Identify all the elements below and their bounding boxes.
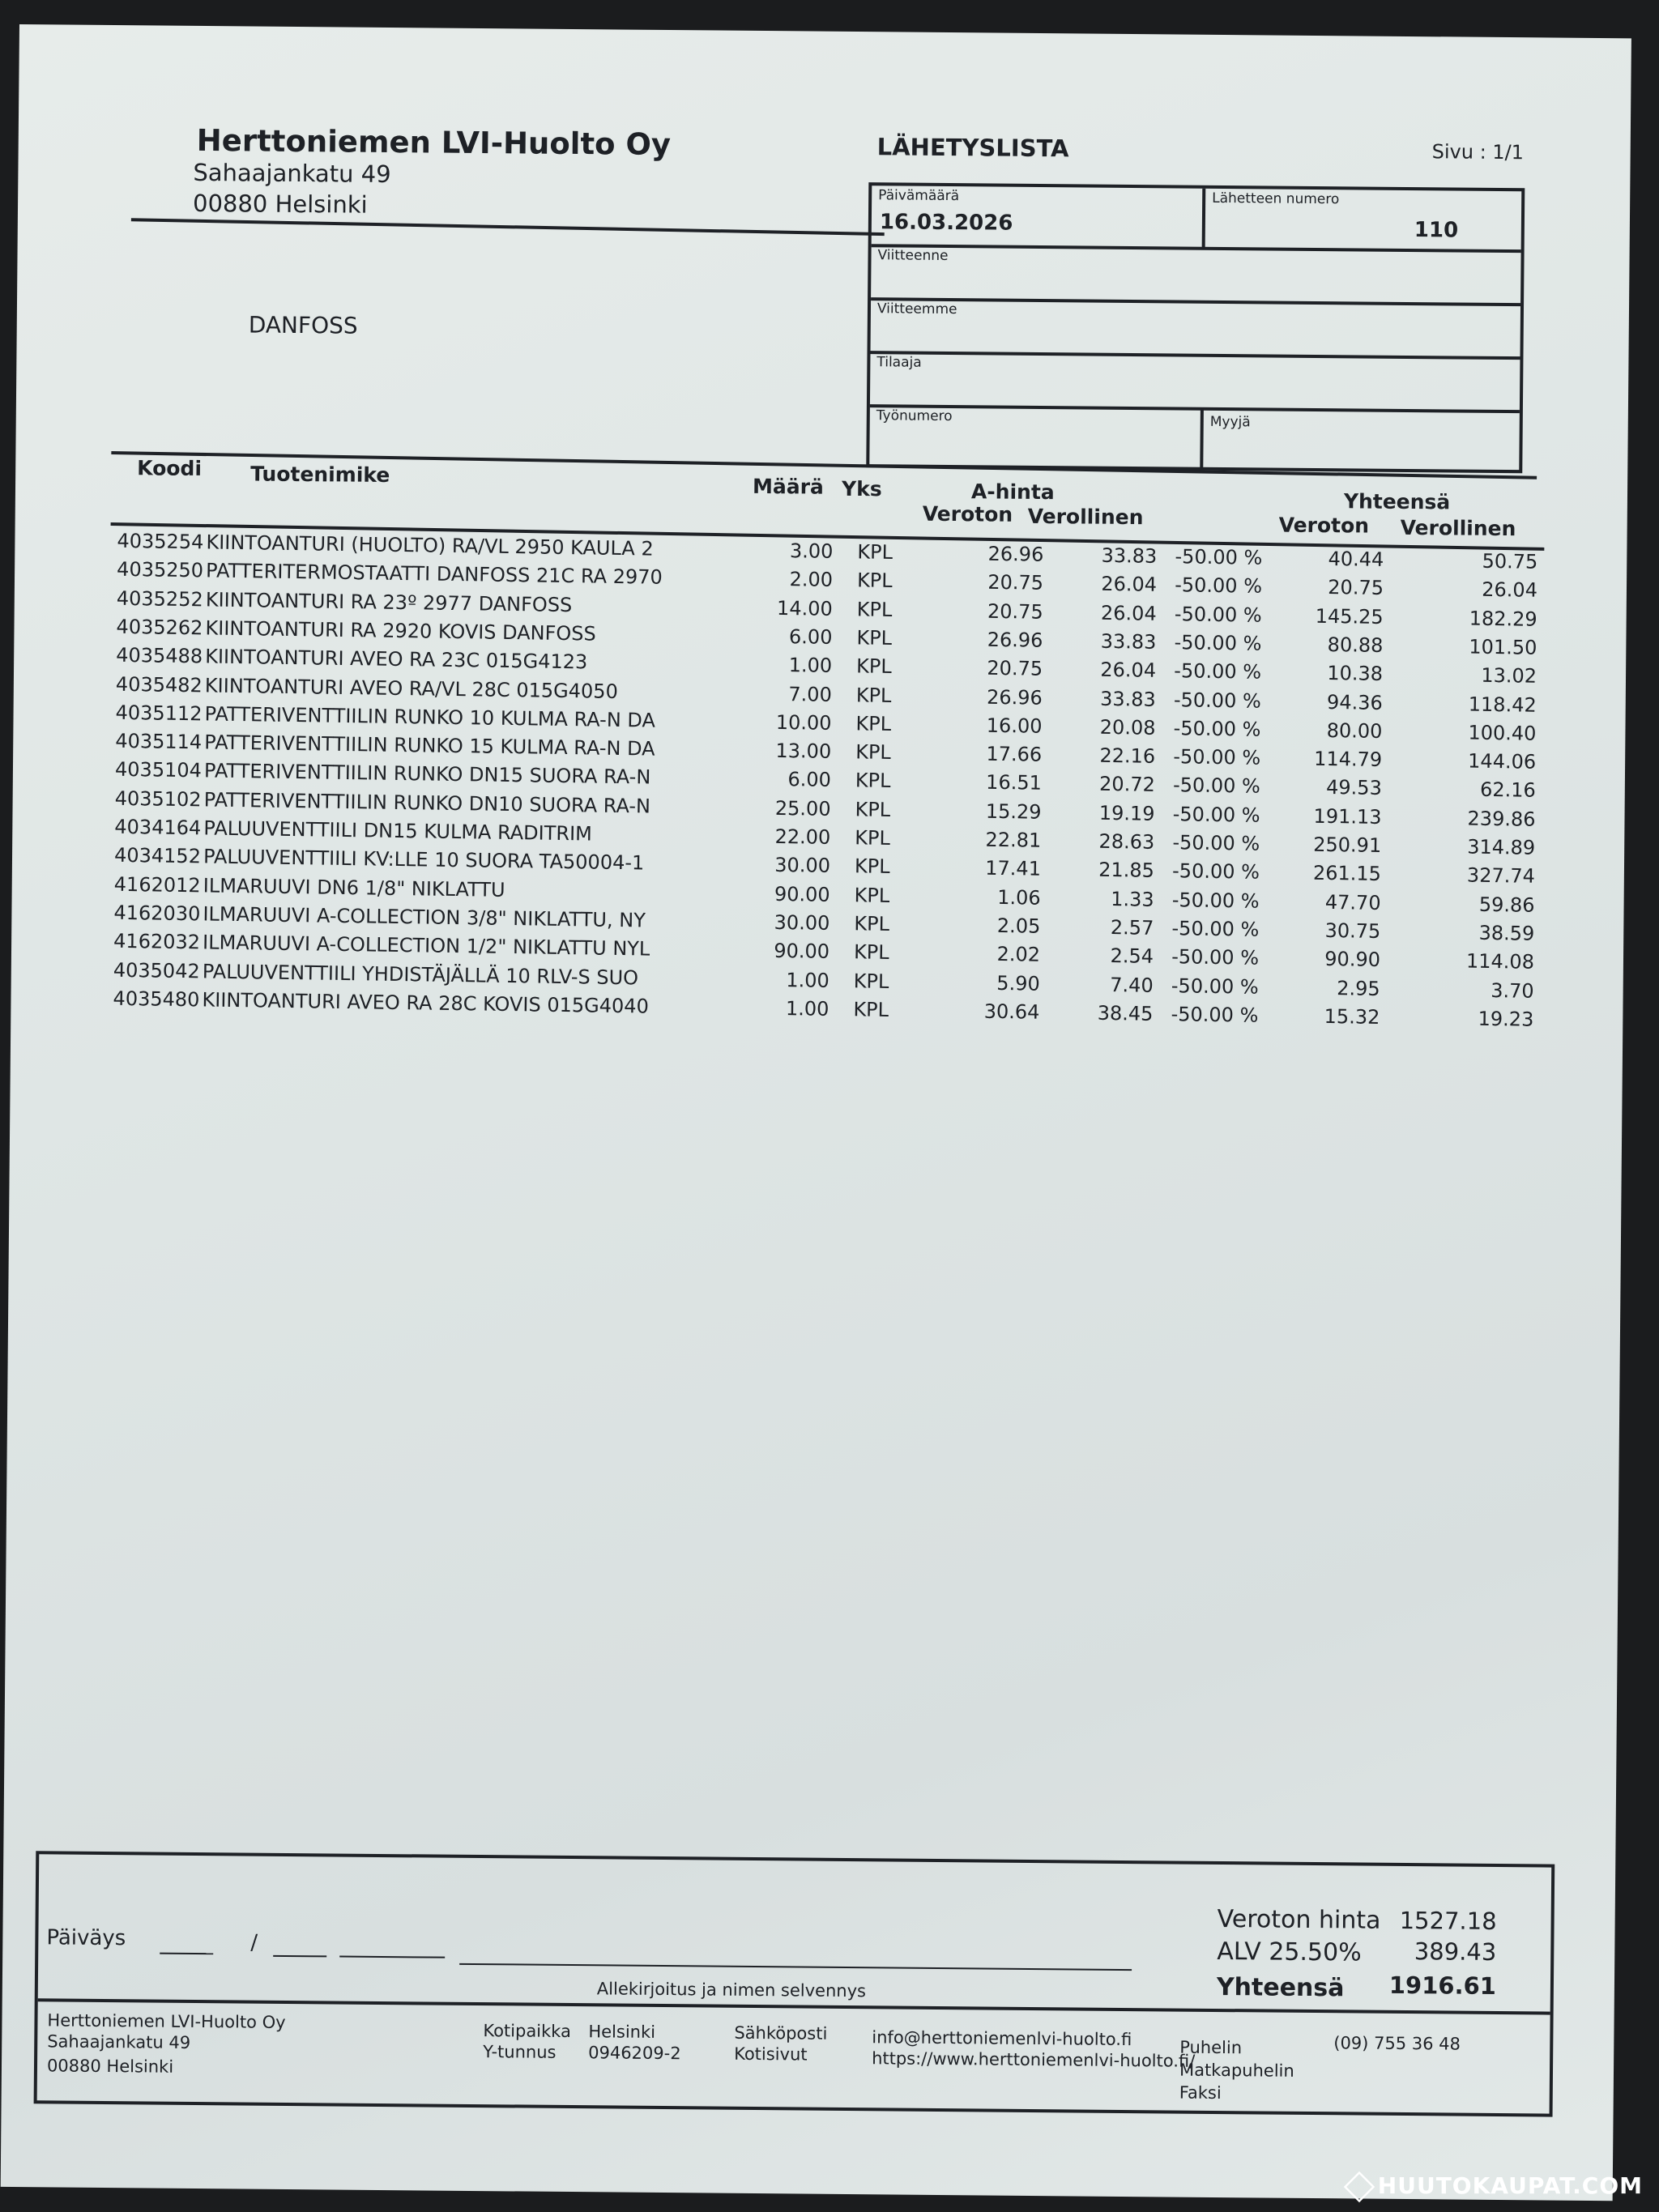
- cell-total-ex: 15.32: [1324, 1004, 1380, 1029]
- cell-qty: 1.00: [788, 654, 833, 678]
- phone-label: Puhelin: [1179, 2037, 1243, 2058]
- cell-unit: KPL: [856, 597, 893, 621]
- cell-total-in: 50.75: [1482, 549, 1538, 573]
- cell-price-ex: 16.00: [986, 714, 1043, 738]
- orderer-label: Tilaaja: [876, 354, 922, 371]
- grand-total-value: 1916.61: [1388, 1971, 1497, 2000]
- cell-price-ex: 20.75: [987, 656, 1043, 680]
- cell-price-in: 2.54: [1110, 944, 1154, 968]
- cell-discount: -50.00 %: [1174, 631, 1262, 655]
- cell-name: PATTERITERMOSTAATTI DANFOSS 21C RA 2970: [205, 559, 663, 590]
- cell-unit: KPL: [855, 654, 892, 679]
- company-address: [193, 157, 391, 220]
- cell-price-ex: 26.96: [987, 628, 1043, 652]
- cell-total-in: 114.08: [1465, 949, 1535, 974]
- cell-discount: -50.00 %: [1173, 716, 1261, 741]
- vat-label: ALV 25.50%: [1217, 1937, 1362, 1967]
- grand-total-label: Yhteensä: [1216, 1972, 1345, 2003]
- cell-total-ex: 261.15: [1312, 862, 1382, 886]
- cell-price-in: 22.16: [1099, 744, 1156, 768]
- cell-total-in: 314.89: [1467, 835, 1536, 859]
- cell-price-ex: 17.66: [986, 742, 1043, 766]
- cell-total-ex: 250.91: [1313, 833, 1382, 857]
- footer-phone-labels: [1179, 2036, 1294, 2105]
- cell-price-ex: 1.06: [997, 885, 1041, 910]
- col-header-total-in: Verollinen: [1400, 515, 1516, 541]
- watermark-text: HUUTOKAUPAT.COM: [1377, 2172, 1643, 2199]
- cell-qty: 25.00: [774, 796, 831, 820]
- cell-price-in: 20.08: [1099, 715, 1156, 739]
- cell-price-in: 38.45: [1097, 1001, 1154, 1025]
- cell-total-ex: 30.75: [1324, 918, 1381, 943]
- cell-name: KIINTOANTURI AVEO RA/VL 28C 015G4050: [204, 673, 619, 703]
- cell-code: 4035102: [114, 786, 202, 812]
- cell-price-in: 19.19: [1098, 801, 1155, 825]
- website-label: Kotisivut: [734, 2044, 808, 2065]
- cell-name: PALUUVENTTIILI DN15 KULMA RADITRIM: [203, 816, 593, 846]
- cell-price-in: 26.04: [1101, 573, 1158, 597]
- cell-price-in: 33.83: [1100, 629, 1157, 654]
- cell-total-in: 62.16: [1479, 778, 1537, 803]
- cell-discount: -50.00 %: [1171, 945, 1260, 970]
- cell-price-in: 21.85: [1098, 859, 1155, 883]
- cell-name: KIINTOANTURI (HUOLTO) RA/VL 2950 KAULA 2: [206, 531, 654, 560]
- cell-total-ex: 94.36: [1326, 690, 1383, 714]
- cell-price-in: 28.63: [1098, 829, 1155, 854]
- footer-company-block: [47, 2010, 286, 2078]
- cell-discount: -50.00 %: [1175, 573, 1263, 599]
- cell-unit: KPL: [856, 626, 893, 650]
- cell-total-in: 327.74: [1466, 863, 1536, 889]
- cell-qty: 30.00: [774, 910, 830, 935]
- cell-unit: KPL: [856, 569, 893, 593]
- cell-total-in: 100.40: [1468, 721, 1537, 745]
- info-box-divider: [872, 244, 1521, 253]
- vat-value: 389.43: [1414, 1937, 1497, 1967]
- footer-address-line1: Sahaajankatu 49: [47, 2031, 191, 2052]
- cell-code: 4035042: [113, 958, 200, 982]
- cell-total-in: 59.86: [1478, 893, 1535, 917]
- col-header-code: Koodi: [137, 456, 203, 480]
- email-value[interactable]: info@herttoniemenlvi-huolto.fi: [872, 2027, 1132, 2050]
- delivery-number-value: 110: [1414, 218, 1459, 243]
- cell-code: 4035252: [116, 586, 203, 611]
- footer-address-line2: 00880 Helsinki: [46, 2056, 174, 2077]
- cell-total-ex: 114.79: [1313, 747, 1383, 772]
- col-header-total-ex: Veroton: [1278, 513, 1370, 538]
- col-header-total: Yhteensä: [1343, 489, 1451, 514]
- cell-name: PATTERIVENTTIILIN RUNKO DN10 SUORA RA-N: [203, 788, 651, 818]
- company-address-line1: Sahaajankatu 49: [193, 158, 391, 189]
- cell-code: 4035262: [116, 615, 203, 640]
- phone-value: (09) 755 36 48: [1333, 2033, 1461, 2054]
- cell-code: 4035254: [117, 529, 204, 554]
- cell-discount: -50.00 %: [1171, 888, 1260, 913]
- our-reference-label: Viitteemme: [876, 300, 957, 318]
- info-box-divider: [870, 351, 1520, 360]
- cell-code: 4162030: [113, 901, 201, 926]
- date-label: Päivämäärä: [878, 187, 960, 205]
- cell-qty: 1.00: [786, 968, 830, 992]
- cell-code: 4035488: [116, 643, 203, 668]
- cell-price-ex: 26.96: [987, 542, 1044, 566]
- cell-total-ex: 2.95: [1337, 976, 1380, 1000]
- cell-total-ex: 10.38: [1327, 662, 1384, 686]
- cell-qty: 14.00: [776, 596, 833, 620]
- fax-label: Faksi: [1179, 2082, 1222, 2103]
- cell-qty: 10.00: [775, 710, 832, 735]
- cell-price-in: 33.83: [1101, 543, 1158, 568]
- cell-price-ex: 22.81: [985, 828, 1042, 852]
- company-address-line2: 00880 Helsinki: [192, 189, 368, 219]
- col-header-name: Tuotenimike: [250, 462, 390, 488]
- col-header-unit-price-ex: Veroton: [922, 501, 1013, 526]
- date-day-line: [160, 1953, 213, 1955]
- page-number: Sivu : 1/1: [1431, 140, 1525, 164]
- cell-qty: 22.00: [774, 825, 831, 849]
- cell-price-ex: 16.51: [985, 771, 1043, 795]
- cell-name: KIINTOANTURI RA 23º 2977 DANFOSS: [205, 587, 573, 616]
- cell-total-in: 144.06: [1467, 749, 1537, 774]
- cell-price-in: 7.40: [1110, 973, 1154, 997]
- document-paper: [1, 24, 1631, 2201]
- cell-total-in: 101.50: [1469, 635, 1537, 659]
- cell-unit: KPL: [853, 998, 889, 1021]
- cell-qty: 6.00: [788, 624, 833, 649]
- cell-qty: 2.00: [789, 568, 834, 592]
- cell-total-ex: 80.88: [1327, 633, 1384, 657]
- cell-name: PATTERIVENTTIILIN RUNKO 10 KULMA RA-N DA: [204, 702, 656, 732]
- cell-discount: -50.00 %: [1172, 774, 1261, 799]
- cell-qty: 3.00: [789, 539, 834, 563]
- cell-unit: KPL: [854, 912, 890, 936]
- cell-discount: -50.00 %: [1171, 917, 1260, 941]
- work-number-label: Työnumero: [876, 407, 953, 425]
- info-box-divider: [1202, 189, 1206, 249]
- net-price-value: 1527.18: [1399, 1906, 1497, 1936]
- company-name: Herttoniemen LVI-Huolto Oy: [196, 122, 672, 163]
- cell-code: 4035104: [114, 758, 203, 782]
- site-watermark: [1346, 2172, 1643, 2201]
- cell-unit: KPL: [854, 855, 890, 879]
- cell-unit: KPL: [854, 883, 890, 907]
- document-title: LÄHETYSLISTA: [876, 133, 1069, 163]
- cell-unit: KPL: [855, 712, 892, 735]
- cell-discount: -50.00 %: [1171, 1002, 1259, 1027]
- cell-discount: -50.00 %: [1173, 688, 1261, 713]
- cell-discount: -50.00 %: [1171, 859, 1260, 884]
- cell-total-ex: 20.75: [1328, 576, 1384, 600]
- cell-total-ex: 191.13: [1313, 804, 1382, 829]
- info-box-divider: [870, 404, 1520, 413]
- cell-name: KIINTOANTURI AVEO RA 28C KOVIS 015G4040: [202, 988, 650, 1018]
- signature-caption: Allekirjoitus ja nimen selvennys: [596, 1979, 867, 2001]
- cell-price-in: 33.83: [1099, 687, 1156, 711]
- cell-discount: -50.00 %: [1172, 802, 1260, 827]
- cell-total-ex: 40.44: [1328, 547, 1384, 571]
- date-separator: /: [250, 1930, 258, 1955]
- net-price-label: Veroton hinta: [1217, 1904, 1381, 1935]
- cell-unit: KPL: [855, 798, 891, 821]
- cell-code: 4034164: [114, 815, 202, 840]
- cell-price-ex: 20.75: [987, 599, 1043, 624]
- mobile-label: Matkapuhelin: [1179, 2060, 1294, 2081]
- cell-price-in: 20.72: [1098, 773, 1156, 797]
- watermark-logo-icon: [1344, 2172, 1375, 2202]
- col-header-unit-price: A-hinta: [970, 479, 1055, 505]
- cell-discount: -50.00 %: [1173, 745, 1261, 769]
- cell-qty: 7.00: [788, 682, 833, 706]
- col-header-qty: Määrä: [752, 474, 825, 499]
- cell-qty: 30.00: [774, 854, 831, 878]
- cell-total-in: 239.86: [1467, 807, 1536, 831]
- cell-code: 4035480: [113, 987, 200, 1012]
- cell-discount: -50.00 %: [1175, 545, 1263, 569]
- cell-total-in: 182.29: [1469, 607, 1537, 631]
- cell-unit: KPL: [855, 826, 891, 850]
- cell-unit: KPL: [853, 940, 889, 965]
- cell-total-in: 13.02: [1481, 663, 1537, 688]
- cell-code: 4035114: [115, 729, 203, 754]
- cell-name: ILMARUUVI DN6 1/8" NIKLATTU: [203, 873, 505, 901]
- email-label: Sähköposti: [734, 2022, 828, 2044]
- cell-price-in: 2.57: [1110, 915, 1154, 940]
- domicile-value: Helsinki: [588, 2022, 656, 2042]
- your-reference-label: Viitteenne: [877, 247, 949, 265]
- cell-unit: KPL: [853, 969, 889, 993]
- website-value[interactable]: https://www.herttoniemenlvi-huolto.fi/: [872, 2048, 1196, 2071]
- footer-contact-values: [872, 2027, 1196, 2071]
- cell-code: 4162012: [113, 872, 201, 897]
- cell-unit: KPL: [855, 683, 892, 707]
- cell-qty: 1.00: [785, 996, 830, 1021]
- business-id-value: 0946209-2: [588, 2043, 681, 2064]
- cell-total-ex: 49.53: [1325, 776, 1383, 800]
- footer-contact-labels: [734, 2022, 827, 2065]
- cell-name: ILMARUUVI A-COLLECTION 1/2" NIKLATTU NYL: [202, 931, 650, 961]
- cell-price-in: 26.04: [1100, 601, 1157, 625]
- cell-unit: KPL: [855, 769, 891, 793]
- info-box: [866, 182, 1525, 473]
- footer-company-name: Herttoniemen LVI-Huolto Oy: [47, 2010, 286, 2032]
- cell-total-ex: 80.00: [1326, 718, 1383, 743]
- cell-total-in: 19.23: [1478, 1007, 1534, 1031]
- cell-qty: 90.00: [774, 882, 830, 906]
- cell-price-ex: 5.90: [996, 971, 1040, 995]
- info-box-divider: [871, 297, 1520, 306]
- cell-unit: KPL: [855, 740, 892, 765]
- cell-code: 4162032: [113, 929, 201, 954]
- cell-total-in: 3.70: [1491, 978, 1534, 1003]
- domicile-label: Kotipaikka: [483, 2021, 572, 2042]
- cell-price-ex: 30.64: [983, 999, 1040, 1024]
- cell-discount: -50.00 %: [1171, 974, 1259, 999]
- cell-name: PATTERIVENTTIILIN RUNKO DN15 SUORA RA-N: [203, 759, 651, 789]
- cell-price-in: 26.04: [1100, 658, 1157, 682]
- footer-date-label: Päiväys: [46, 1925, 126, 1951]
- cell-price-ex: 17.41: [985, 857, 1042, 881]
- cell-code: 4035250: [116, 558, 204, 582]
- cell-price-ex: 2.02: [996, 943, 1041, 966]
- cell-name: KIINTOANTURI AVEO RA 23C 015G4123: [205, 645, 588, 674]
- business-id-label: Y-tunnus: [483, 2042, 557, 2062]
- footer-registration-values: [588, 2021, 681, 2064]
- cell-name: PALUUVENTTIILI YHDISTÄJÄLLÄ 10 RLV-S SUO: [202, 959, 639, 989]
- cell-code: 4035482: [115, 672, 203, 697]
- delivery-number-label: Lähetteen numero: [1212, 190, 1340, 208]
- cell-total-in: 38.59: [1478, 921, 1535, 945]
- customer-name: DANFOSS: [248, 311, 358, 339]
- cell-name: PALUUVENTTIILI KV:LLE 10 SUORA TA50004-1: [203, 845, 645, 875]
- date-month-line: [273, 1955, 326, 1958]
- cell-name: KIINTOANTURI RA 2920 KOVIS DANFOSS: [205, 616, 596, 646]
- cell-total-ex: 145.25: [1315, 604, 1384, 629]
- cell-discount: -50.00 %: [1174, 659, 1262, 684]
- cell-price-ex: 15.29: [985, 799, 1042, 824]
- cell-price-ex: 2.05: [996, 914, 1041, 938]
- cell-total-in: 118.42: [1468, 693, 1537, 717]
- signature-line: [459, 1963, 1132, 1971]
- cell-total-ex: 90.90: [1324, 948, 1381, 972]
- cell-price-in: 1.33: [1110, 887, 1154, 911]
- cell-price-ex: 20.75: [987, 571, 1044, 595]
- cell-name: ILMARUUVI A-COLLECTION 3/8" NIKLATTU, NY: [203, 902, 646, 932]
- cell-qty: 90.00: [774, 940, 830, 964]
- cell-qty: 6.00: [787, 768, 832, 792]
- info-box-divider: [1200, 409, 1204, 469]
- col-header-unit-price-in: Verollinen: [1027, 504, 1144, 530]
- cell-total-in: 26.04: [1482, 578, 1538, 603]
- cell-total-ex: 47.70: [1324, 890, 1381, 914]
- date-year-line: [339, 1956, 445, 1958]
- footer-box: [34, 1851, 1555, 2116]
- cell-qty: 13.00: [775, 739, 832, 763]
- col-header-unit: Yks: [841, 476, 882, 501]
- cell-price-ex: 26.96: [986, 685, 1043, 710]
- footer-registration-labels: [483, 2020, 571, 2063]
- seller-label: Myyjä: [1209, 413, 1251, 431]
- cell-name: PATTERIVENTTIILIN RUNKO 15 KULMA RA-N DA: [204, 731, 655, 761]
- header-divider: [131, 218, 885, 236]
- cell-code: 4035112: [115, 701, 203, 726]
- cell-code: 4034152: [113, 844, 202, 868]
- cell-discount: -50.00 %: [1172, 831, 1260, 855]
- cell-unit: KPL: [857, 540, 893, 564]
- cell-discount: -50.00 %: [1174, 602, 1262, 627]
- date-value: 16.03.2026: [879, 210, 1013, 236]
